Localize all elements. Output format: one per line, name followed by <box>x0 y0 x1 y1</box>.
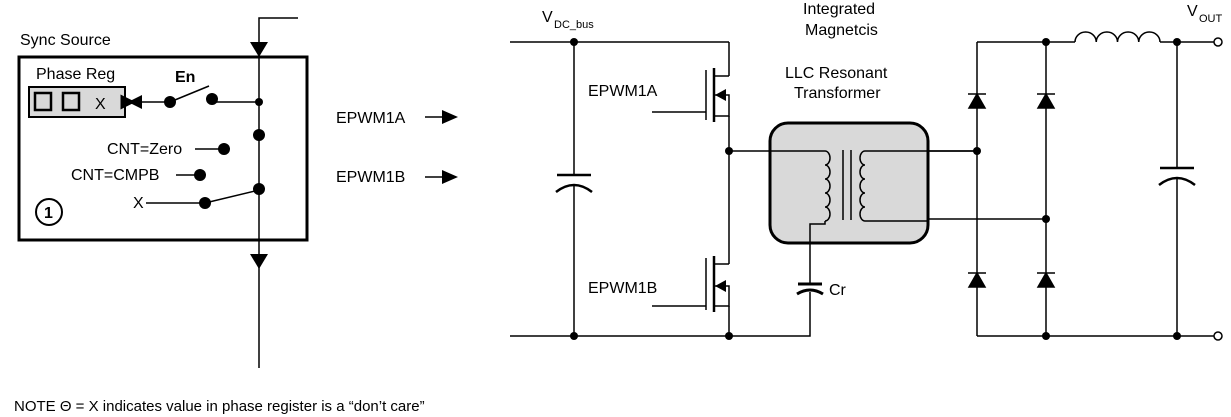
integrated-magnetics-box <box>770 123 928 243</box>
sec-node-2 <box>1042 38 1050 46</box>
cnt-zero-label: CNT=Zero <box>107 141 183 158</box>
diode-d2 <box>1038 94 1054 108</box>
sync-in-line <box>259 18 298 368</box>
vout-label: V <box>1187 3 1198 20</box>
sec-node-4 <box>1042 332 1050 340</box>
cnt-cmpb-contact <box>194 169 206 181</box>
phase-reg-value: X <box>95 96 106 113</box>
magnetics-label-line2: Magnetcis <box>805 22 878 39</box>
enable-arrow <box>128 95 142 109</box>
magnetics-label-line1: Integrated <box>803 1 876 18</box>
sec-node-3 <box>1042 215 1050 223</box>
cnt-cmpb-label: CNT=CMPB <box>71 167 160 184</box>
out-a-arrow <box>442 110 458 124</box>
mosfet-top-arrow <box>715 89 726 101</box>
resonant-cap-label: Cr <box>829 282 846 299</box>
out-b-arrow <box>442 170 458 184</box>
resonant-cap-bottom-lead <box>729 292 810 336</box>
sec-node-5 <box>1173 38 1181 46</box>
vdc-sub-label: DC_bus <box>554 19 594 31</box>
enable-label: En <box>175 69 196 86</box>
transformer-label-line1: LLC Resonant <box>785 65 888 82</box>
footnote: NOTE Θ = X indicates value in phase register is a “don’t care” <box>14 398 425 415</box>
out-b-label: EPWM1B <box>336 169 406 186</box>
step-badge-number: 1 <box>44 205 53 222</box>
rectifier-diodes <box>968 94 1055 287</box>
transformer-label-line2: Transformer <box>794 85 881 102</box>
diode-d3 <box>969 273 985 287</box>
mosfet-bottom-arrow <box>715 280 726 292</box>
cnt-zero-contact <box>218 143 230 155</box>
vout-terminal-bottom <box>1214 332 1222 340</box>
phase-reg-label: Phase Reg <box>36 66 116 83</box>
switch-node <box>725 147 733 155</box>
mosfet-bottom <box>652 256 729 312</box>
sec-node-6 <box>1173 332 1181 340</box>
vout-sub-label: OUT <box>1199 13 1223 25</box>
diode-d1 <box>969 94 985 108</box>
selector-blade <box>205 190 259 203</box>
sec-node-1 <box>973 147 981 155</box>
x-input-label: X <box>133 195 144 212</box>
enable-switch-contact <box>206 93 218 105</box>
enable-switch-blade <box>170 86 209 102</box>
diode-d4 <box>1038 273 1054 287</box>
switch-top-label: EPWM1A <box>588 83 658 100</box>
bus-bottom-node <box>570 332 578 340</box>
sync-out-arrow <box>250 254 268 269</box>
vdc-label: V <box>542 9 553 26</box>
phase-reg-box <box>29 87 125 117</box>
sync-junction <box>255 98 263 106</box>
bridge-bottom-node <box>725 332 733 340</box>
sync-source-title: Sync Source <box>20 32 111 49</box>
selector-bottom-contact <box>253 183 265 195</box>
sync-in-arrow <box>250 42 268 57</box>
output-inductor <box>1075 32 1160 42</box>
vout-terminal-top <box>1214 38 1222 46</box>
vdc-node <box>570 38 578 46</box>
selector-top-contact <box>253 129 265 141</box>
switch-bottom-label: EPWM1B <box>588 280 658 297</box>
out-a-label: EPWM1A <box>336 110 406 127</box>
